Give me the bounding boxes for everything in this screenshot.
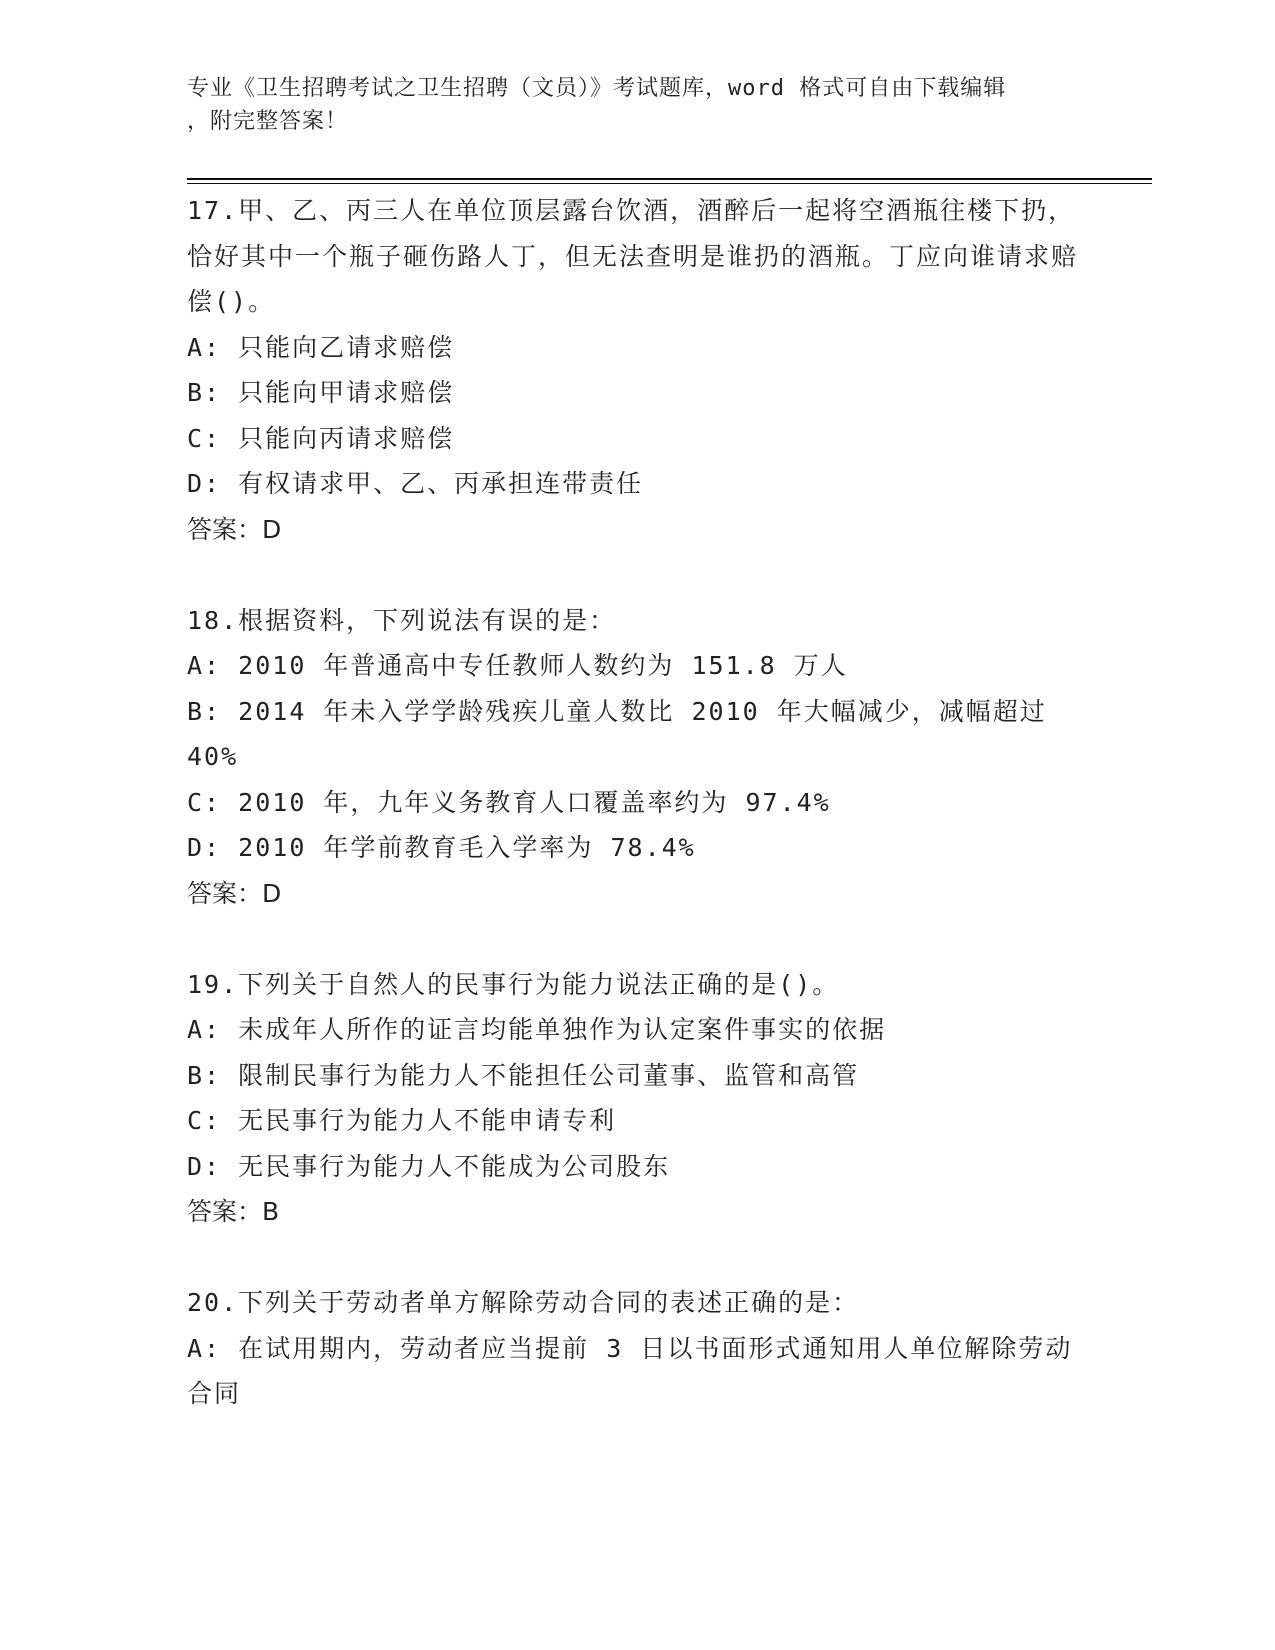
option-text: 2010 年普通高中专任教师人数约为 151.8 万人 [238,651,848,680]
option-a [187,1007,1087,1053]
question-17 [187,188,1087,552]
header-line-1: 专业《卫生招聘考试之卫生招聘（文员）》考试题库，word 格式可自由下载编辑 [187,76,1007,101]
answer-line: 答案：B [187,1197,280,1226]
option-text: 2010 年，九年义务教育人口覆盖率约为 97.4% [238,787,831,817]
option-letter: A: [187,651,222,680]
question-18 [187,598,1087,917]
option-letter: D: [187,469,222,498]
spacer [187,916,1087,962]
option-d [187,461,1087,507]
question-stem: 17.甲、乙、丙三人在单位顶层露台饮酒，酒醉后一起将空酒瓶往楼下扔，恰好其中一个瓶子砸伤路人丁，但无法查明是谁扔的酒瓶。丁应向谁请求赔偿()。 [187,196,1079,316]
document-header [187,72,1067,138]
question-list [187,188,1087,1417]
option-letter: C: [187,787,222,817]
option-text: 无民事行为能力人不能申请专利 [238,1106,617,1135]
option-text: 只能向丙请求赔偿 [238,423,455,453]
question-stem: 20.下列关于劳动者单方解除劳动合同的表述正确的是： [187,1288,860,1317]
option-text: 无民事行为能力人不能成为公司股东 [238,1151,671,1181]
option-c [187,1098,1087,1144]
question-20 [187,1280,1087,1417]
option-text: 只能向甲请求赔偿 [238,378,455,407]
option-b [187,689,1087,780]
option-letter: B: [187,696,222,726]
option-text: 2014 年未入学学龄残疾儿童人数比 2010 年大幅减少，减幅超过 40% [187,696,1047,771]
option-text: 限制民事行为能力人不能担任公司董事、监管和高管 [238,1060,860,1090]
option-text: 未成年人所作的证言均能单独作为认定案件事实的依据 [238,1015,887,1044]
option-letter: B: [187,1060,222,1090]
option-d [187,825,1087,871]
question-stem: 18.根据资料，下列说法有误的是： [187,605,617,635]
header-line-2: ，附完整答案！ [187,109,349,134]
option-c [187,416,1087,462]
question-19 [187,962,1087,1235]
question-stem: 19.下列关于自然人的民事行为能力说法正确的是()。 [187,969,840,999]
option-text: 有权请求甲、乙、丙承担连带责任 [238,469,644,498]
option-letter: A: [187,332,222,362]
header-divider-top [187,178,1152,180]
option-b [187,1053,1087,1099]
answer-line: 答案：D [187,878,282,908]
header-divider-bottom [187,183,1152,184]
option-letter: A: [187,1333,222,1363]
option-letter: D: [187,833,222,862]
option-text: 只能向乙请求赔偿 [238,332,455,362]
option-letter: D: [187,1151,222,1181]
option-c [187,780,1087,826]
option-letter: B: [187,378,222,407]
option-a [187,643,1087,689]
option-letter: C: [187,1106,222,1135]
answer-line: 答案：D [187,514,282,544]
option-text: 在试用期内，劳动者应当提前 3 日以书面形式通知用人单位解除劳动合同 [187,1333,1073,1408]
option-b [187,370,1087,416]
option-d [187,1144,1087,1190]
option-letter: A: [187,1015,222,1044]
option-a [187,1326,1087,1417]
spacer [187,1235,1087,1281]
option-letter: C: [187,423,222,453]
option-text: 2010 年学前教育毛入学率为 78.4% [238,833,696,862]
option-a [187,325,1087,371]
spacer [187,552,1087,598]
